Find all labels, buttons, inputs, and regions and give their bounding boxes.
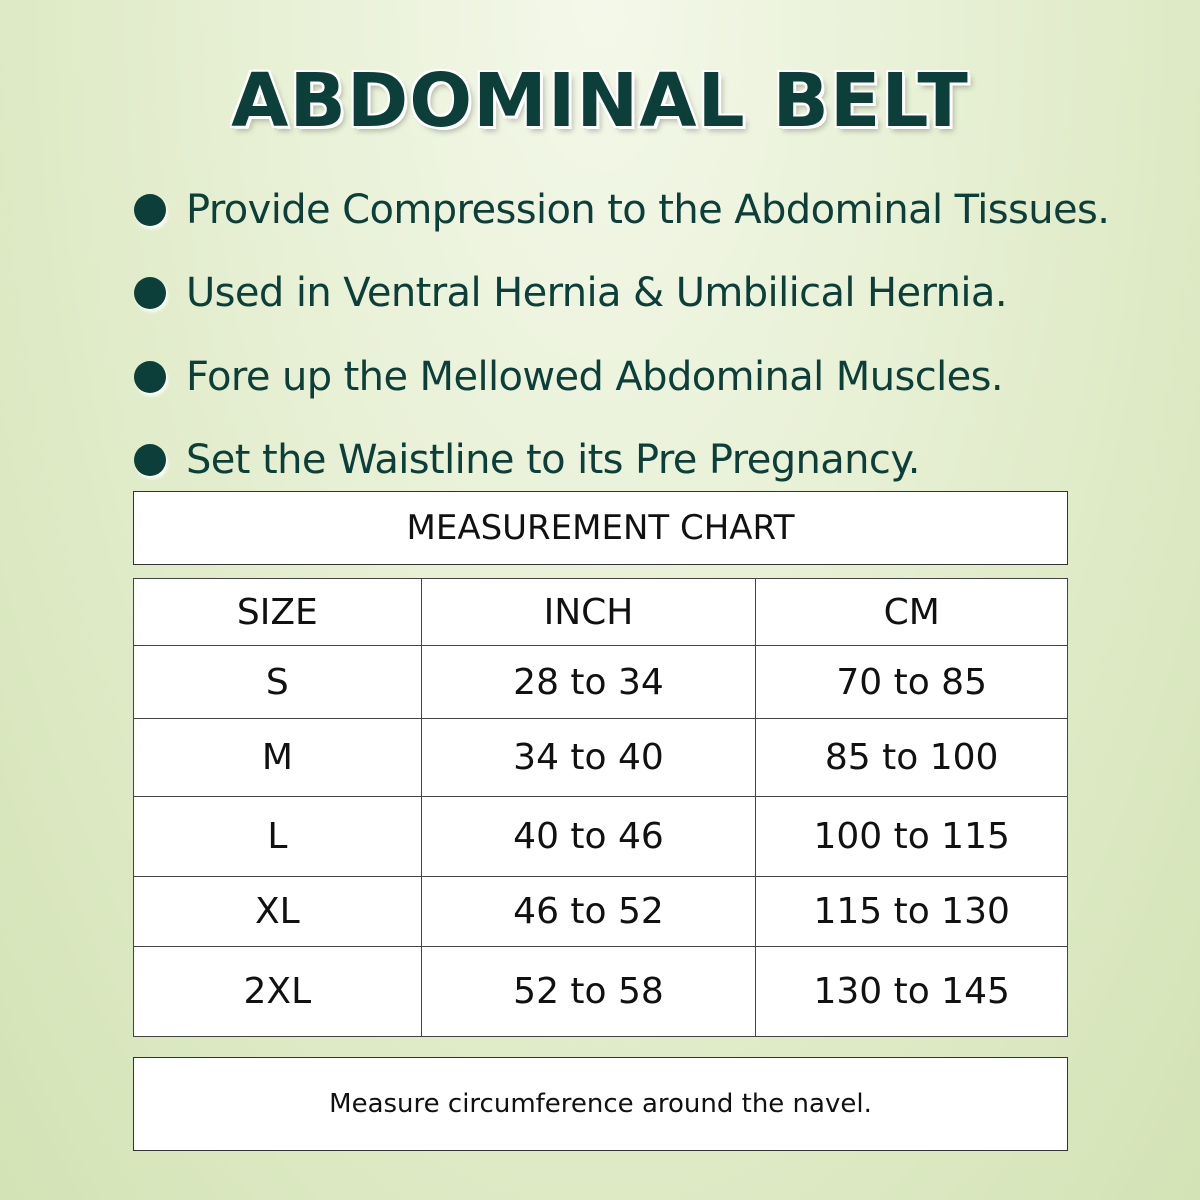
feature-list <box>134 168 1109 502</box>
table-header-row <box>134 579 1068 646</box>
feature-text: Set the Waistline to its Pre Pregnancy. <box>186 437 920 484</box>
cm-cell: 130 to 145 <box>756 947 1068 1037</box>
size-cell: S <box>134 646 422 719</box>
feature-item <box>134 168 1109 252</box>
size-cell: M <box>134 719 422 797</box>
table-row <box>134 877 1068 947</box>
feature-item <box>134 419 1109 503</box>
table-row <box>134 719 1068 797</box>
inch-cell: 34 to 40 <box>421 719 756 797</box>
inch-cell: 46 to 52 <box>421 877 756 947</box>
cm-cell: 115 to 130 <box>756 877 1068 947</box>
table-row <box>134 947 1068 1037</box>
feature-text: Provide Compression to the Abdominal Tissues. <box>186 186 1110 233</box>
feature-text: Used in Ventral Hernia & Umbilical Hernia. <box>186 270 1007 317</box>
size-cell: XL <box>134 877 422 947</box>
cm-cell: 100 to 115 <box>756 797 1068 877</box>
feature-item <box>134 252 1109 336</box>
inch-cell: 40 to 46 <box>421 797 756 877</box>
table-row <box>134 646 1068 719</box>
column-header-cm: CM <box>756 579 1068 646</box>
bullet-dot-icon <box>134 444 166 476</box>
measurement-chart-title: MEASUREMENT CHART <box>133 491 1068 565</box>
bullet-dot-icon <box>134 194 166 226</box>
cm-cell: 70 to 85 <box>756 646 1068 719</box>
table-row <box>134 797 1068 877</box>
measurement-table <box>133 578 1068 1037</box>
bullet-dot-icon <box>134 361 166 393</box>
inch-cell: 52 to 58 <box>421 947 756 1037</box>
cm-cell: 85 to 100 <box>756 719 1068 797</box>
column-header-inch: INCH <box>421 579 756 646</box>
size-cell: 2XL <box>134 947 422 1037</box>
page-title: ABDOMINAL BELT <box>231 58 969 144</box>
feature-item <box>134 335 1109 419</box>
feature-text: Fore up the Mellowed Abdominal Muscles. <box>186 353 1003 400</box>
bullet-dot-icon <box>134 277 166 309</box>
column-header-size: SIZE <box>134 579 422 646</box>
inch-cell: 28 to 34 <box>421 646 756 719</box>
measurement-note: Measure circumference around the navel. <box>133 1057 1068 1151</box>
size-cell: L <box>134 797 422 877</box>
